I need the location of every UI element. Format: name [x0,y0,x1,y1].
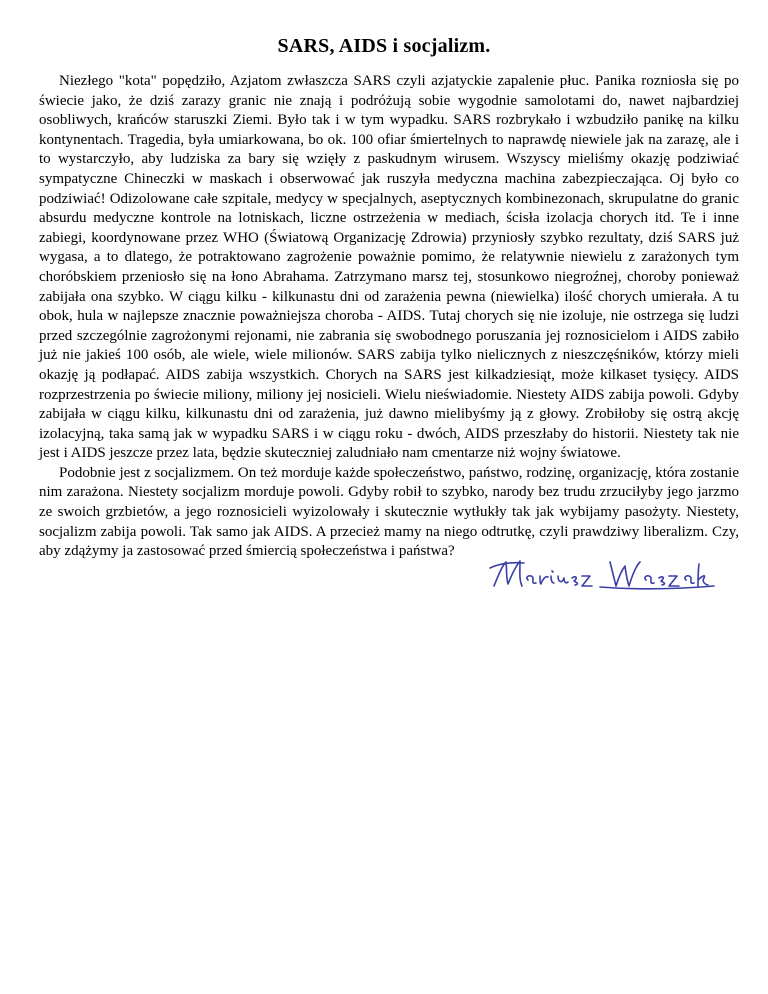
signature-image [488,556,724,596]
document-body [39,72,739,562]
document-title: SARS, AIDS i socjalizm. [277,35,491,57]
paragraph-1: Niezłego "kota" popędziło, Azjatom zwłaszcza SARS czyli azjatyckie zapalenie płuc. Panika rozniosła się po świecie jako, że dziś zarazy granic nie znają i podróżują sobie wygodnie samolotami do, nawet najbardziej osobliwych, krańców staruszki Ziemi. Było tak i w tym wypadku. SARS rozbrykało i wzbudziło panikę na kilku kontynentach. Tragedia, była umiarkowana, bo ok. 100 ofiar śmiertelnych to naprawdę niewiele jak na zarazę, ale i to wystarczyło, aby ludziska za bary się wzięły z paskudnym wirusem. Wszyscy mieliśmy okazję podziwiać sympatyczne Chineczki w maskach i obserwować jak ruszyła medyczna machina zabezpieczająca. Oj było co podziwiać! Odizolowane całe szpitale, medycy w specjalnych, aseptycznych kombinezonach, skrupulatne do granic absurdu medyczne kontrole na lotniskach, liczne ostrzeżenia w mediach, ścisła izolacja chorych itd. Te i inne zabiegi, koordynowane przez WHO (Światową Organizację Zdrowia) przyniosły szybko rezultaty, dziś SARS już wygasa, a to dlatego, że potraktowano zagrożenie poważnie pomimo, że relatywnie niewielu z zarażonych tym choróbskiem przeniosło się na łono Abrahama. Zatrzymano marsz tej, stosunkowo niegroźnej, choroby ponieważ zabijała ona szybko. W ciągu kilku - kilkunastu dni od zarażenia pewna (niewielka) ilość chorych umierała. A tu obok, hula w najlepsze znacznie poważniejsza choroba - AIDS. Tutaj chorych się nie izoluje, nie ostrzega się ludzi przed szczególnie zagrożonymi rejonami, nie zabrania się swobodnego poruszania jej roznosicielom i AIDS zabiło już nie jakieś 100 osób, ale wiele, wiele milionów. SARS zabija tylko nielicznych z nieszczęśników, którzy mieli okazję ją podłapać. AIDS zabija wszystkich. Chorych na SARS jest kilkadziesiąt, może kilkaset tysięcy. AIDS rozprzestrzenia po świecie miliony, miliony jej nosicieli. Wielu nieświadomie. Niestety AIDS zabija powoli. Gdyby zabijała w ciągu kilku, kilkunastu dni od zarażenia, już dawno mielibyśmy ją z głowy. Zrobiłoby się ostrą akcję izolacyjną, taka samą jak w wypadku SARS i w ciągu roku - dwóch, AIDS przeszłaby do historii. Niestety tak nie jest i AIDS jeszcze przez lata, będzie skuteczniej zaludniało nam cmentarze niż wojny światowe. [39,73,739,462]
paragraph-2: Podobnie jest z socjalizmem. On też morduje każde społeczeństwo, państwo, rodzinę, organizację, która zostanie nim zarażona. Niestety socjalizm morduje powoli. Gdyby robił to szybko, narody bez trudu zrzuciłyby jego jarzmo ze swoich grzbietów, a jego roznosicieli wyizolowały i skutecznie wytłukły tak jak wybijamy pasożyty. Niestety, socjalizm zabija powoli. Tak samo jak AIDS. A przecież mamy na niego odtrutkę, czyli prawdziwy liberalizm. Czy, aby zdążymy ja zastosować przed śmiercią społeczeństwa i państwa? [39,464,739,560]
author-signature [488,556,724,596]
